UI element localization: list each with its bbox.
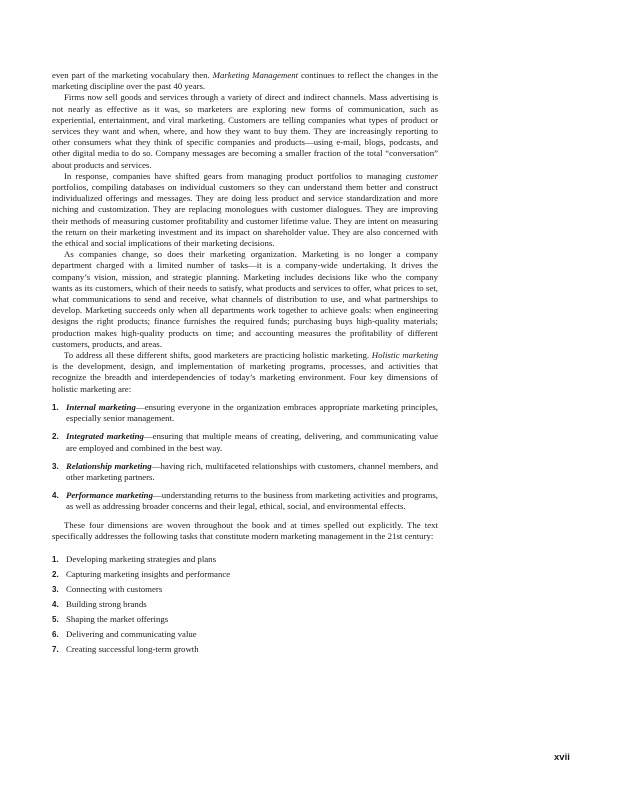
- tasks-list: [52, 554, 438, 655]
- list-item: 3. Relationship marketing—having rich, multifaceted relationships with customers, channel members, and other marketing partners.: [52, 460, 438, 482]
- paragraph-3: In response, companies have shifted gears from managing product portfolios to managing customer portfolios, compiling databases on individual customers so they can understand them better and construct individualized offerings and messages. They are doing less product and service standardization and more niching and customization. They are replacing monologues with customer dialogues. They are improving their methods of measuring customer profitability and customer lifetime value. They are intent on measuring the return on their marketing investment and its impact on shareholder value. They are also concerned with the ethical and social implications of their marketing decisions.: [52, 170, 438, 249]
- page-number: xvii: [554, 752, 570, 763]
- page-body: [52, 70, 438, 659]
- book-title: Marketing Management: [212, 70, 299, 80]
- list-item: 4. Performance marketing—understanding returns to the business from marketing activities and programs, as well as addressing broader concerns and their legal, ethical, social, and environmental effects.: [52, 490, 438, 512]
- paragraph-6: These four dimensions are woven throughout the book and at times spelled out explicitly. The text specifically addresses the following tasks that constitute modern marketing management in the 21st century:: [52, 519, 438, 541]
- list-item: 1. Internal marketing—ensuring everyone in the organization embraces appropriate marketing principles, especially senior management.: [52, 401, 439, 424]
- paragraph-4: As companies change, so does their marketing organization. Marketing is no longer a company department charged with a limited number of tasks—it is a company-wide undertaking. It drives the company’s vision, mission, and strategic planning. Marketing includes decisions like who the company wants as its customers, which of their needs to satisfy, what products and services to offer, what prices to set, what communications to send and receive, what channels of distribution to use, and what partnerships to develop. Marketing succeeds only when all departments work together to achieve goals: when engineering designs the right products; finance furnishes the required funds; purchasing buys high-quality materials; production makes high-quality products on time; and accounting measures the profitability of different customers, products, and areas.: [52, 249, 438, 349]
- list-item: 3. Connecting with customers: [52, 583, 163, 594]
- list-item: 4. Building strong brands: [52, 598, 147, 609]
- paragraph-5: To address all these different shifts, good marketers are practicing holistic marketing. Holistic marketing is the development, design, and implementation of marketing programs, processes, and activities that recognize the breadth and interdependencies of today’s marketing environment. Four key dimensions of holistic marketing are:: [52, 350, 438, 394]
- holistic-dimensions-list: [52, 402, 438, 513]
- list-item: 5. Shaping the market offerings: [52, 613, 169, 624]
- list-item: 6. Delivering and communicating value: [52, 628, 197, 639]
- list-item: 2. Capturing marketing insights and performance: [52, 568, 231, 579]
- paragraph-2: Firms now sell goods and services through a variety of direct and indirect channels. Mass advertising is not nearly as effective as it was, so marketers are exploring new forms of communication, such as experiential, entertainment, and viral marketing. Customers are telling companies what types of product or services they want and when, where, and how they want to buy them. They are increasingly reporting to other consumers what they think of specific companies and products—using e-mail, blogs, podcasts, and other digital media to do so. Company messages are becoming a smaller fraction of the total “conversation” about products and services.: [52, 92, 438, 170]
- list-item: 7. Creating successful long-term growth: [52, 643, 199, 654]
- paragraph-1: even part of the marketing vocabulary then. Marketing Management continues to reflect the changes in the marketing discipline over the past 40 years.: [52, 70, 438, 92]
- list-item: 1. Developing marketing strategies and plans: [52, 553, 216, 564]
- list-item: 2. Integrated marketing—ensuring that multiple means of creating, delivering, and communicating value are employed and combined in the best way.: [52, 431, 438, 453]
